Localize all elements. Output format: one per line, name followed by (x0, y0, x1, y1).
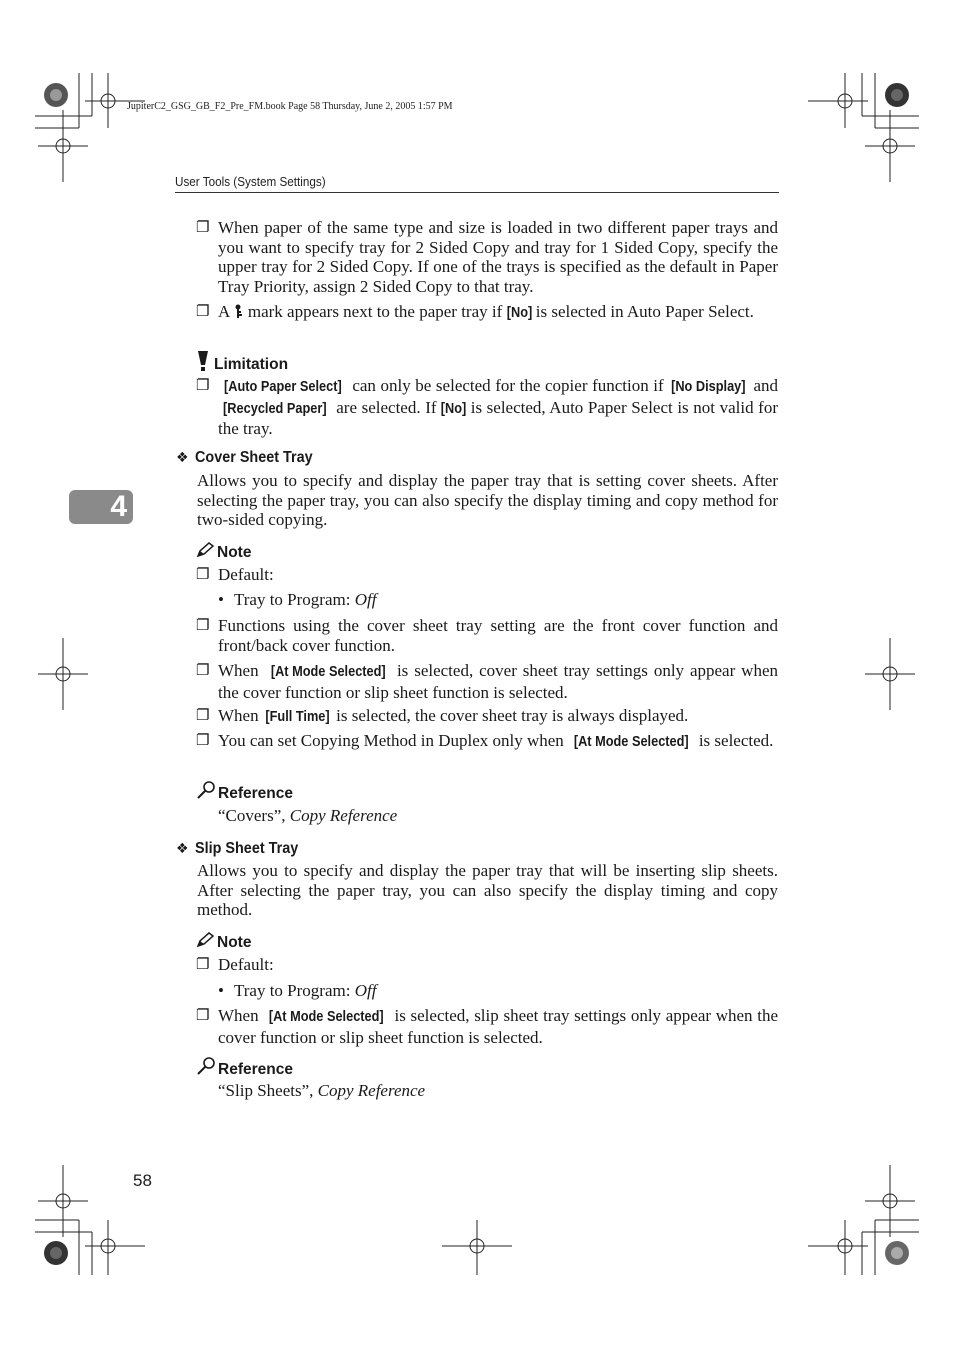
note-heading: Note (196, 542, 251, 562)
reference-text: “Covers”, Copy Reference (218, 806, 398, 825)
list-item: ❐ When paper of the same type and size is loaded in two different paper trays and you want to specify tray for 2 Sided Copy and tray for 1 Sided Copy, specify the upper tray for 2 Sided Copy. If one of the trays is specified as the default in Paper Tray Priority, assign 2 Sided Copy to that tray. (196, 218, 778, 296)
list-item: ❐ Default: (196, 955, 274, 974)
reference-heading: Reference (196, 781, 293, 803)
checkbox-bullet-icon: ❐ (196, 218, 210, 236)
print-info: JupiterC2_GSG_GB_F2_Pre_FM.book Page 58 Thursday, June 2, 2005 1:57 PM (127, 101, 453, 112)
diamond-bullet-icon: ❖ (176, 450, 189, 466)
running-header: User Tools (System Settings) (175, 174, 326, 189)
default-value: • Tray to Program: Off (218, 590, 377, 609)
diamond-bullet-icon: ❖ (176, 841, 189, 857)
list-item: ❐ A mark appears next to the paper tray if [No] is selected in Auto Paper Select. (196, 302, 754, 321)
exclamation-icon (196, 351, 210, 373)
chapter-tab (69, 490, 133, 524)
magnifier-icon (196, 1057, 216, 1075)
page-number: 58 (133, 1171, 152, 1190)
checkbox-bullet-icon: ❐ (196, 302, 210, 320)
checkbox-bullet-icon: ❐ (196, 1006, 210, 1024)
default-value: • Tray to Program: Off (218, 981, 377, 1000)
checkbox-bullet-icon: ❐ (196, 376, 210, 394)
pencil-icon (196, 542, 214, 558)
cover-sheet-body: Allows you to specify and display the paper tray that is setting cover sheets. After selecting the paper tray, you can also specify the display timing and copy method for two-sided copying. (197, 471, 778, 529)
note-heading: Note (196, 932, 251, 952)
list-item: ❐ Default: (196, 565, 274, 584)
list-item: ❐ When [At Mode Selected] is selected, cover sheet tray settings only appear when the cover function or slip sheet function is selected. (196, 661, 779, 702)
magnifier-icon (196, 781, 216, 799)
slip-sheet-body: Allows you to specify and display the paper tray that will be inserting slip sheets. After selecting the paper tray, you can also specify the display timing and copy method. (197, 861, 778, 919)
reference-heading: Reference (196, 1057, 293, 1079)
reference-text: “Slip Sheets”, Copy Reference (218, 1081, 426, 1100)
list-item: ❐ Functions using the cover sheet tray setting are the front cover function and front/back cover function. (196, 616, 778, 655)
checkbox-bullet-icon: ❐ (196, 661, 210, 679)
cover-sheet-heading: ❖ Cover Sheet Tray (176, 449, 313, 466)
checkbox-bullet-icon: ❐ (196, 565, 210, 583)
list-item: ❐ When [Full Time] is selected, the cover sheet tray is always displayed. (196, 706, 689, 725)
key-mark-icon (234, 304, 244, 319)
slip-sheet-heading: ❖ Slip Sheet Tray (176, 840, 298, 857)
checkbox-bullet-icon: ❐ (196, 616, 210, 634)
pencil-icon (196, 932, 214, 948)
checkbox-bullet-icon: ❐ (196, 706, 210, 724)
checkbox-bullet-icon: ❐ (196, 731, 210, 749)
list-item: ❐ [Auto Paper Select] can only be selected for the copier function if [No Display] and [Recycled Paper] are selected. If [No] is selected, Auto Paper Select is not valid for the tray. (196, 376, 779, 438)
header-rule (175, 192, 779, 193)
checkbox-bullet-icon: ❐ (196, 955, 210, 973)
limitation-heading: Limitation (196, 351, 288, 374)
chapter-number: 4 (110, 490, 127, 523)
list-item: ❐ You can set Copying Method in Duplex only when [At Mode Selected] is selected. (196, 731, 774, 750)
list-item: ❐ When [At Mode Selected] is selected, slip sheet tray settings only appear when the cover function or slip sheet function is selected. (196, 1006, 778, 1047)
